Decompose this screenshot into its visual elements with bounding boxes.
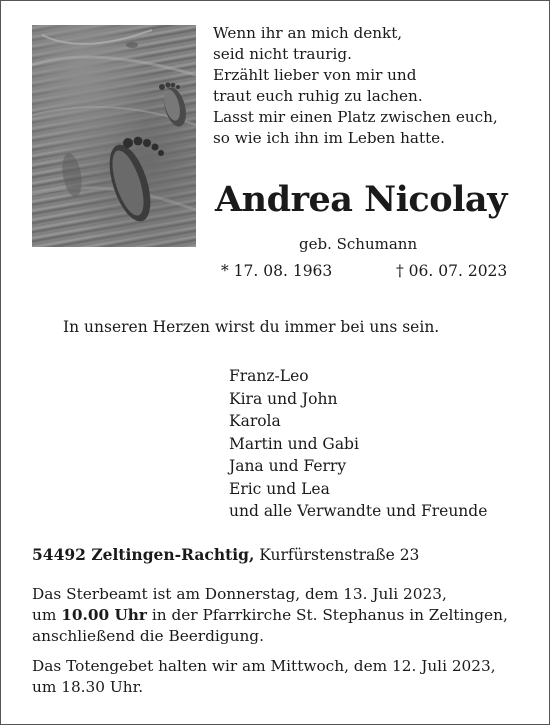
funeral-line: Das Sterbeamt ist am Donnerstag, dem 13. Juli 2023, bbox=[32, 585, 447, 603]
funeral-line-suffix: in der Pfarrkirche St. Stephanus in Zeltingen, bbox=[146, 606, 508, 624]
memorial-tagline: In unseren Herzen wirst du immer bei uns sein. bbox=[63, 318, 440, 336]
death-date: † 06. 07. 2023 bbox=[396, 262, 508, 280]
mourners-list bbox=[229, 365, 487, 523]
poem-line: seid nicht traurig. bbox=[213, 45, 352, 63]
funeral-info bbox=[32, 584, 508, 647]
funeral-time: 10.00 Uhr bbox=[61, 606, 147, 624]
address bbox=[32, 545, 419, 564]
mourner: Jana und Ferry bbox=[229, 457, 347, 475]
poem bbox=[213, 23, 498, 149]
poem-line: so wie ich ihn im Leben hatte. bbox=[213, 129, 445, 147]
address-town: 54492 Zeltingen-Rachtig, bbox=[32, 545, 255, 564]
maiden-name: geb. Schumann bbox=[299, 235, 418, 253]
address-street: Kurfürstenstraße 23 bbox=[254, 546, 420, 564]
poem-line: Erzählt lieber von mir und bbox=[213, 66, 417, 84]
poem-line: traut euch ruhig zu lachen. bbox=[213, 87, 423, 105]
poem-line: Wenn ihr an mich denkt, bbox=[213, 24, 403, 42]
poem-line: Lasst mir einen Platz zwischen euch, bbox=[213, 108, 498, 126]
funeral-line: anschließend die Beerdigung. bbox=[32, 627, 264, 645]
prayer-line: um 18.30 Uhr. bbox=[32, 678, 144, 696]
mourner: Eric und Lea bbox=[229, 479, 330, 498]
footprints-in-sand-photo bbox=[32, 25, 196, 247]
birth-date: * 17. 08. 1963 bbox=[221, 262, 333, 280]
prayer-info bbox=[32, 656, 496, 698]
mourner: und alle Verwandte und Freunde bbox=[229, 502, 488, 520]
deceased-name: Andrea Nicolay bbox=[215, 179, 507, 220]
mourner: Karola bbox=[229, 412, 281, 430]
mourner: Martin und Gabi bbox=[229, 434, 359, 453]
funeral-line bbox=[32, 605, 508, 626]
mourner: Kira und John bbox=[229, 389, 338, 408]
prayer-line: Das Totengebet halten wir am Mittwoch, dem 12. Juli 2023, bbox=[32, 657, 496, 675]
funeral-line-prefix: um bbox=[32, 606, 62, 624]
mourner: Franz-Leo bbox=[229, 367, 309, 385]
footprints-illustration bbox=[32, 25, 196, 247]
